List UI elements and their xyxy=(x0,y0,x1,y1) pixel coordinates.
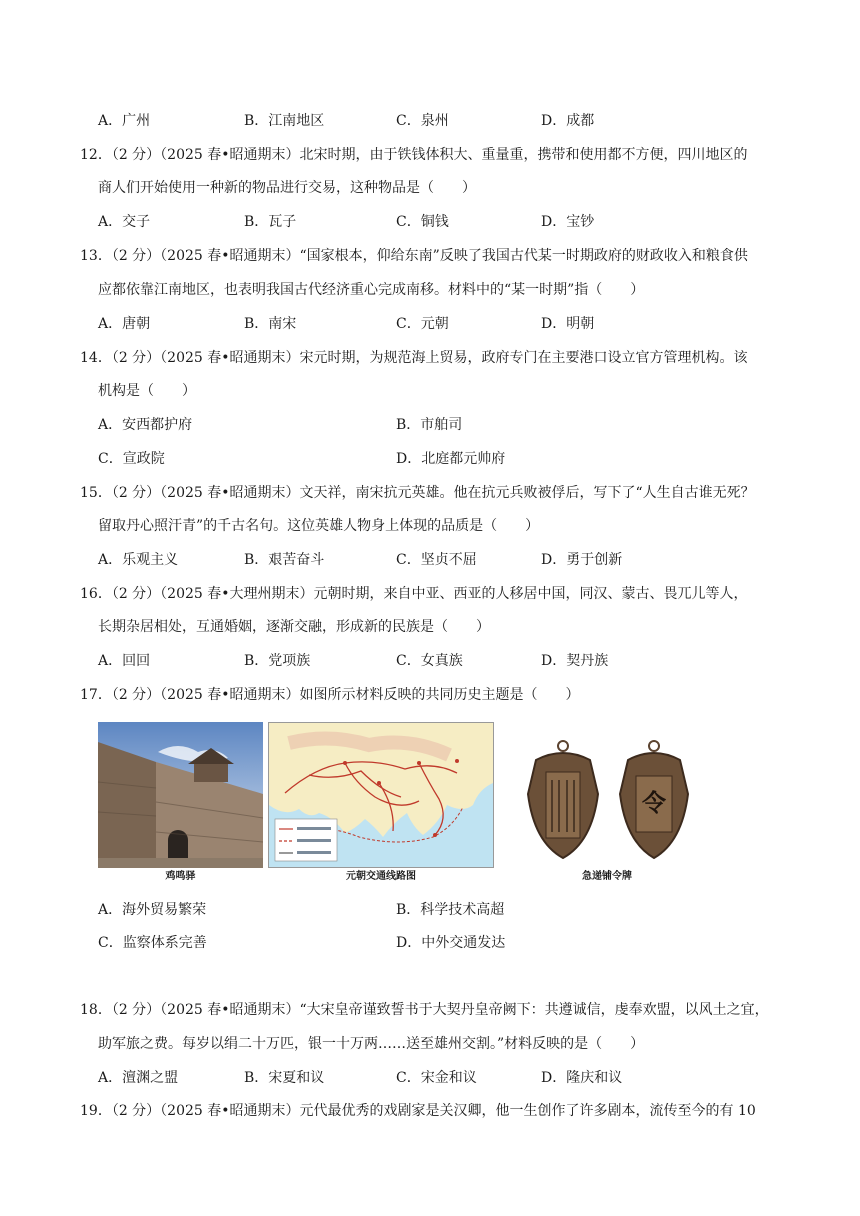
q17-option-d[interactable]: D．中外交通发达 xyxy=(396,935,506,951)
q14-option-c[interactable]: C．宣政院 xyxy=(98,451,165,467)
q14-option-d[interactable]: D．北庭都元帅府 xyxy=(396,451,506,467)
q13-option-b[interactable]: B．南宋 xyxy=(244,316,297,332)
q13-stem-line2: 应都依靠江南地区，也表明我国古代经济重心完成南移。材料中的“某一时期”指（ ） xyxy=(98,282,645,298)
jiming-station-photo xyxy=(98,722,263,868)
q18-option-d[interactable]: D．隆庆和议 xyxy=(541,1070,623,1086)
q17-figure xyxy=(98,722,738,892)
q14-stem-line2: 机构是（ ） xyxy=(98,383,196,399)
q16-stem-line1: 16．（2 分）（2025 春•大理州期末）元朝时期，来自中亚、西亚的人移居中国，同汉、蒙古、畏兀儿等人， xyxy=(80,586,748,602)
q13-option-d[interactable]: D．明朝 xyxy=(541,316,595,332)
q15-stem-line2: 留取丹心照汗青”的千古名句。这位英雄人物身上体现的品质是（ ） xyxy=(98,518,540,534)
q17-option-c[interactable]: C．监察体系完善 xyxy=(98,935,207,951)
q12-option-b[interactable]: B．瓦子 xyxy=(244,214,297,230)
q13-option-c[interactable]: C．元朝 xyxy=(396,316,449,332)
q15-option-d[interactable]: D．勇于创新 xyxy=(541,552,623,568)
q14-option-b[interactable]: B．市舶司 xyxy=(396,417,463,433)
caption-jiming-station: 鸡鸣驿 xyxy=(165,871,196,882)
token-character: 令 xyxy=(642,788,666,817)
q12-option-a[interactable]: A．交子 xyxy=(98,214,151,230)
caption-urgent-relay-tablets: 急递铺令牌 xyxy=(582,871,632,882)
q18-option-a[interactable]: A．澶渊之盟 xyxy=(98,1070,179,1086)
q12-stem-line1: 12．（2 分）（2025 春•昭通期末）北宋时期，由于铁钱体积大、重量重，携带和使用都不方便，四川地区的 xyxy=(80,147,748,163)
q14-stem-line1: 14．（2 分）（2025 春•昭通期末）宋元时期，为规范海上贸易，政府专门在主要港口设立官方管理机构。该 xyxy=(80,350,748,366)
q13-option-a[interactable]: A．唐朝 xyxy=(98,316,151,332)
q15-option-b[interactable]: B．艰苦奋斗 xyxy=(244,552,325,568)
q16-option-a[interactable]: A．回回 xyxy=(98,653,151,669)
q17-option-b[interactable]: B．科学技术高超 xyxy=(396,902,505,918)
q19-stem-line1: 19．（2 分）（2025 春•昭通期末）元代最优秀的戏剧家是关汉卿，他一生创作了许多剧本，流传至今的有 10 xyxy=(80,1103,756,1119)
q16-option-b[interactable]: B．党项族 xyxy=(244,653,311,669)
q11-option-d[interactable]: D．成都 xyxy=(541,113,595,129)
q18-stem-line1: 18．（2 分）（2025 春•昭通期末）“大宋皇帝谨致誓书于大契丹皇帝阙下：共遵诚信，虔奉欢盟，以风土之宜， xyxy=(80,1002,769,1018)
q15-stem-line1: 15．（2 分）（2025 春•昭通期末）文天祥，南宋抗元英雄。他在抗元兵败被俘后，写下了“人生自古谁无死？ xyxy=(80,485,755,501)
yuan-route-map xyxy=(268,722,494,868)
q18-option-b[interactable]: B．宋夏和议 xyxy=(244,1070,325,1086)
q11-option-a[interactable]: A．广州 xyxy=(98,113,151,129)
q18-stem-line2: 助军旅之费。每岁以绢二十万匹，银一十万两……送至雄州交割。”材料反映的是（ ） xyxy=(98,1036,645,1052)
q16-option-c[interactable]: C．女真族 xyxy=(396,653,463,669)
urgent-relay-tablets xyxy=(518,736,696,870)
q12-option-d[interactable]: D．宝钞 xyxy=(541,214,595,230)
q15-option-a[interactable]: A．乐观主义 xyxy=(98,552,179,568)
q13-stem-line1: 13．（2 分）（2025 春•昭通期末）“国家根本，仰给东南”反映了我国古代某一时期政府的财政收入和粮食供 xyxy=(80,248,748,264)
q16-option-d[interactable]: D．契丹族 xyxy=(541,653,609,669)
q12-option-c[interactable]: C．铜钱 xyxy=(396,214,449,230)
q16-stem-line2: 长期杂居相处，互通婚姻，逐渐交融，形成新的民族是（ ） xyxy=(98,619,490,635)
q15-option-c[interactable]: C．坚贞不屈 xyxy=(396,552,477,568)
q17-option-a[interactable]: A．海外贸易繁荣 xyxy=(98,902,207,918)
q14-option-a[interactable]: A．安西都护府 xyxy=(98,417,193,433)
q11-option-b[interactable]: B．江南地区 xyxy=(244,113,325,129)
q12-stem-line2: 商人们开始使用一种新的物品进行交易，这种物品是（ ） xyxy=(98,180,476,196)
caption-yuan-route-map: 元朝交通线路图 xyxy=(346,871,416,882)
q11-option-c[interactable]: C．泉州 xyxy=(396,113,449,129)
q17-stem-line1: 17．（2 分）（2025 春•昭通期末）如图所示材料反映的共同历史主题是（ ） xyxy=(80,687,580,703)
q18-option-c[interactable]: C．宋金和议 xyxy=(396,1070,477,1086)
